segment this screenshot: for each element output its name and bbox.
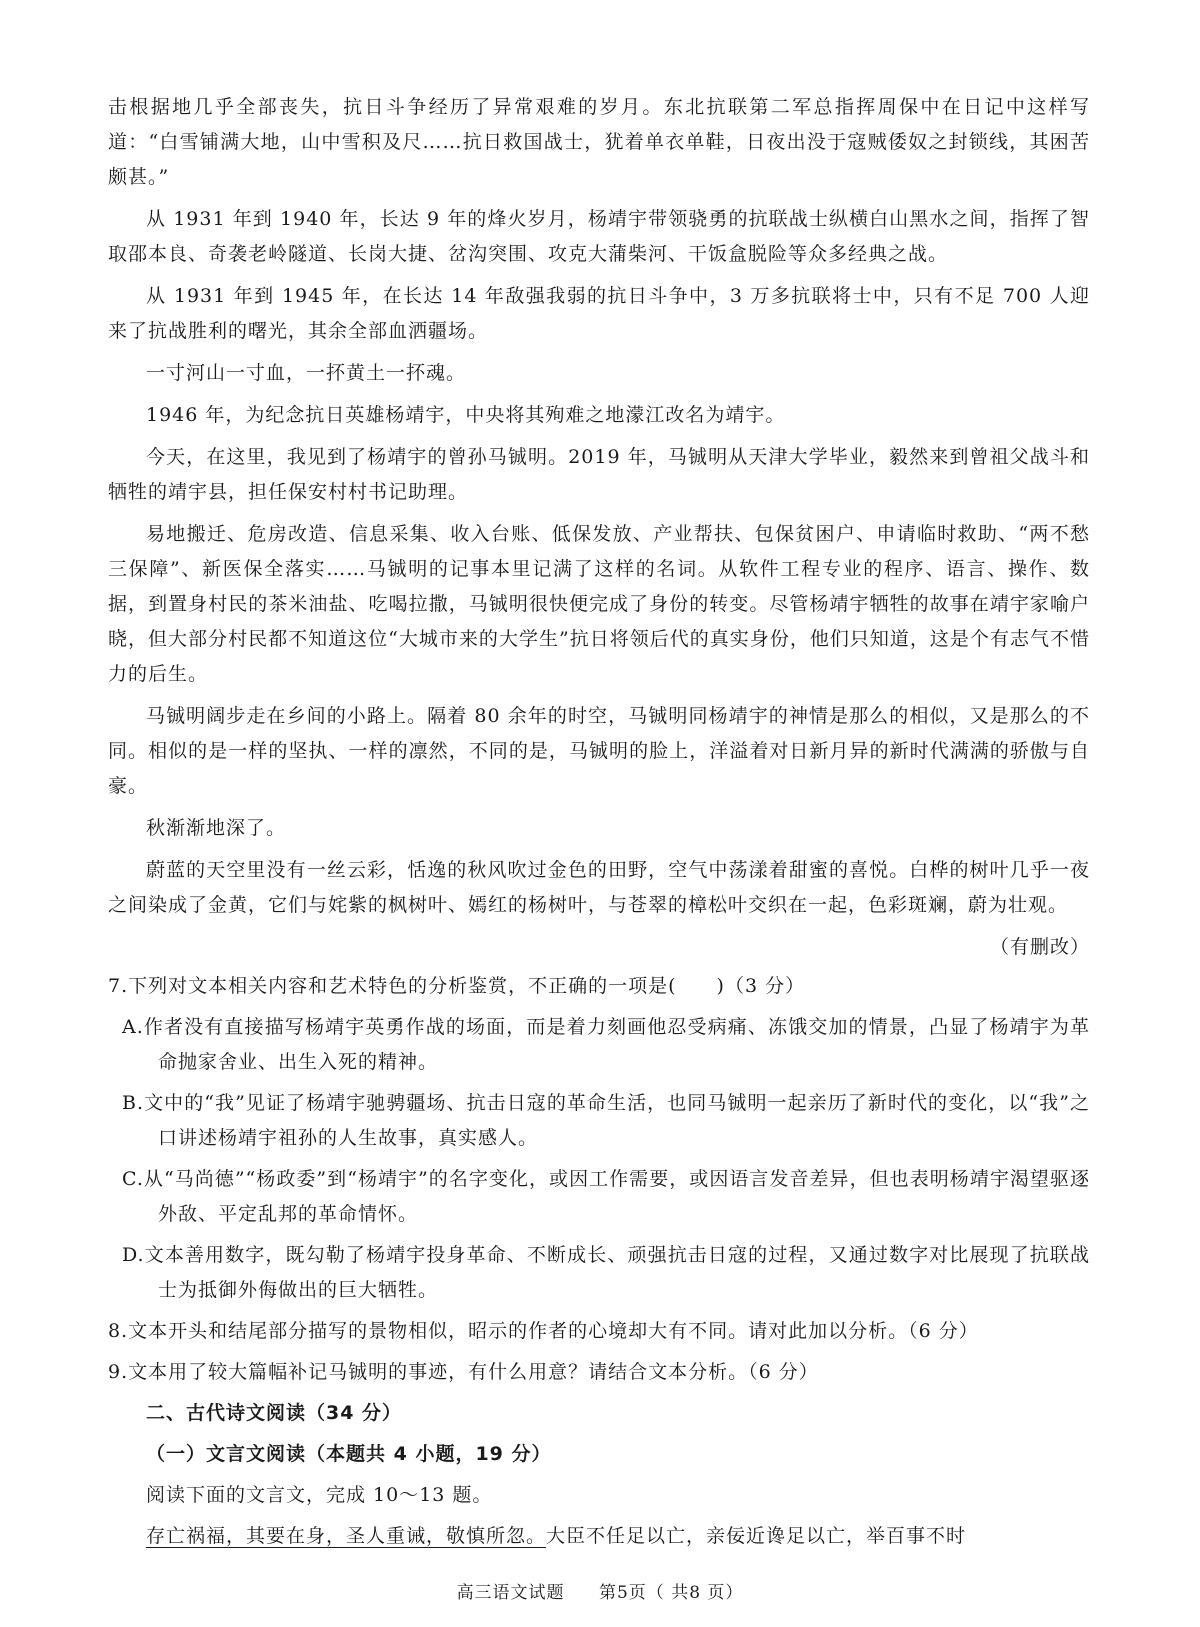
passage-paragraph: 1946 年，为纪念抗日英雄杨靖宇，中央将其殉难之地濛江改名为靖宇。 [146, 404, 786, 426]
passage-paragraph: 今天，在这里，我见到了杨靖宇的曾孙马铖明。2019 年，马铖明从天津大学毕业，毅然来到曾祖父战斗和牺牲的靖宇县，担任保安村村书记助理。 [108, 446, 1090, 503]
classical-text-rest: 大臣不任足以亡，亲佞近谗足以亡，举百事不时 [546, 1525, 967, 1547]
question-7 [108, 969, 1090, 1308]
passage-paragraph: 从 1931 年到 1940 年，长达 9 年的烽火岁月，杨靖宇带领骁勇的抗联战士纵横白山黑水之间，指挥了智取邵本良、奇袭老岭隧道、长岗大捷、岔沟突围、攻克大蒲柴河、干饭盒脱险等众多经典之战。 [108, 208, 1090, 265]
passage-paragraph: 易地搬迁、危房改造、信息采集、收入台账、低保发放、产业帮扶、包保贫困户、申请临时救助、“两不愁三保障”、新医保全落实……马铖明的记事本里记满了这样的名词。从软件工程专业的程序、语言、操作、数据，到置身村民的茶米油盐、吃喝拉撒，马铖明很快便完成了身份的转变。尽管杨靖宇牺牲的故事在靖宇家喻户晓，但大部分村民都不知道这位“大城市来的大学生”抗日将领后代的真实身份，他们只知道，这是个有志气不惜力的后生。 [108, 523, 1090, 685]
section-2-title: 二、古代诗文阅读（34 分） [146, 1402, 403, 1424]
question-9: 9.文本用了较大篇幅补记马铖明的事迹，有什么用意？请结合文本分析。（6 分） [108, 1361, 819, 1383]
classical-underlined-sentence: 存亡祸福，其要在身，圣人重诫，敬慎所忽。 [146, 1525, 547, 1547]
question-7-option-c: C.从“马尚德”“杨政委”到“杨靖宇”的名字变化，或因工作需要，或因语言发音差异，但也表明杨靖宇渴望驱逐外敌、平定乱邦的革命情怀。 [122, 1168, 1090, 1225]
question-7-option-d: D.文本善用数字，既勾勒了杨靖宇投身革命、不断成长、顽强抗击日寇的过程，又通过数字对比展现了抗联战士为抵御外侮做出的巨大牺牲。 [122, 1244, 1090, 1301]
question-8: 8.文本开头和结尾部分描写的景物相似，昭示的作者的心境却大有不同。请对此加以分析。（6 分） [108, 1320, 979, 1342]
passage-paragraph: 蔚蓝的天空里没有一丝云彩，恬逸的秋风吹过金色的田野，空气中荡漾着甜蜜的喜悦。白桦的树叶几乎一夜之间染成了金黄，它们与姹紫的枫树叶、嫣红的杨树叶，与苍翠的樟松叶交织在一起，色彩斑斓，蔚为壮观。 [108, 859, 1090, 916]
classical-text [108, 1519, 1090, 1554]
reading-instruction: 阅读下面的文言文，完成 10～13 题。 [146, 1484, 493, 1506]
question-7-option-b: B.文中的“我”见证了杨靖宇驰骋疆场、抗击日寇的革命生活，也同马铖明一起亲历了新时代的变化，以“我”之口讲述杨靖宇祖孙的人生故事，真实感人。 [122, 1092, 1090, 1149]
edit-note: （有删改） [989, 936, 1090, 958]
passage-paragraph: 击根据地几乎全部丧失，抗日斗争经历了异常艰难的岁月。东北抗联第二军总指挥周保中在日记中这样写道：“白雪铺满大地，山中雪积及尺……抗日救国战士，犹着单衣单鞋，日夜出没于寇贼倭奴之封锁线，其困苦颇甚。” [108, 96, 1090, 188]
footer-subject: 高三语文试题 [456, 1583, 565, 1603]
reading-passage [108, 90, 1090, 923]
footer-page-number: 第5页（ 共8 页） [598, 1583, 744, 1603]
question-7-stem: 7.下列对文本相关内容和艺术特色的分析鉴赏，不正确的一项是( )（3 分） [108, 975, 806, 997]
passage-paragraph: 秋渐渐地深了。 [146, 817, 287, 839]
page-footer [0, 1578, 1200, 1603]
subsection-1-title: （一）文言文阅读（本题共 4 小题，19 分） [146, 1443, 552, 1465]
passage-paragraph: 一寸河山一寸血，一抔黄土一抔魂。 [146, 362, 467, 384]
page-content [108, 90, 1090, 1554]
passage-paragraph: 马铖明阔步走在乡间的小路上。隔着 80 余年的时空，马铖明同杨靖宇的神情是那么的相似，又是那么的不同。相似的是一样的坚执、一样的凛然，不同的是，马铖明的脸上，洋溢着对日新月异的新时代满满的骄傲与自豪。 [108, 705, 1090, 797]
passage-paragraph: 从 1931 年到 1945 年，在长达 14 年敌强我弱的抗日斗争中，3 万多抗联将士中，只有不足 700 人迎来了抗战胜利的曙光，其余全部血洒疆场。 [108, 285, 1090, 342]
question-7-option-a: A.作者没有直接描写杨靖宇英勇作战的场面，而是着力刻画他忍受病痛、冻饿交加的情景，凸显了杨靖宇为革命抛家舍业、出生入死的精神。 [122, 1016, 1090, 1073]
